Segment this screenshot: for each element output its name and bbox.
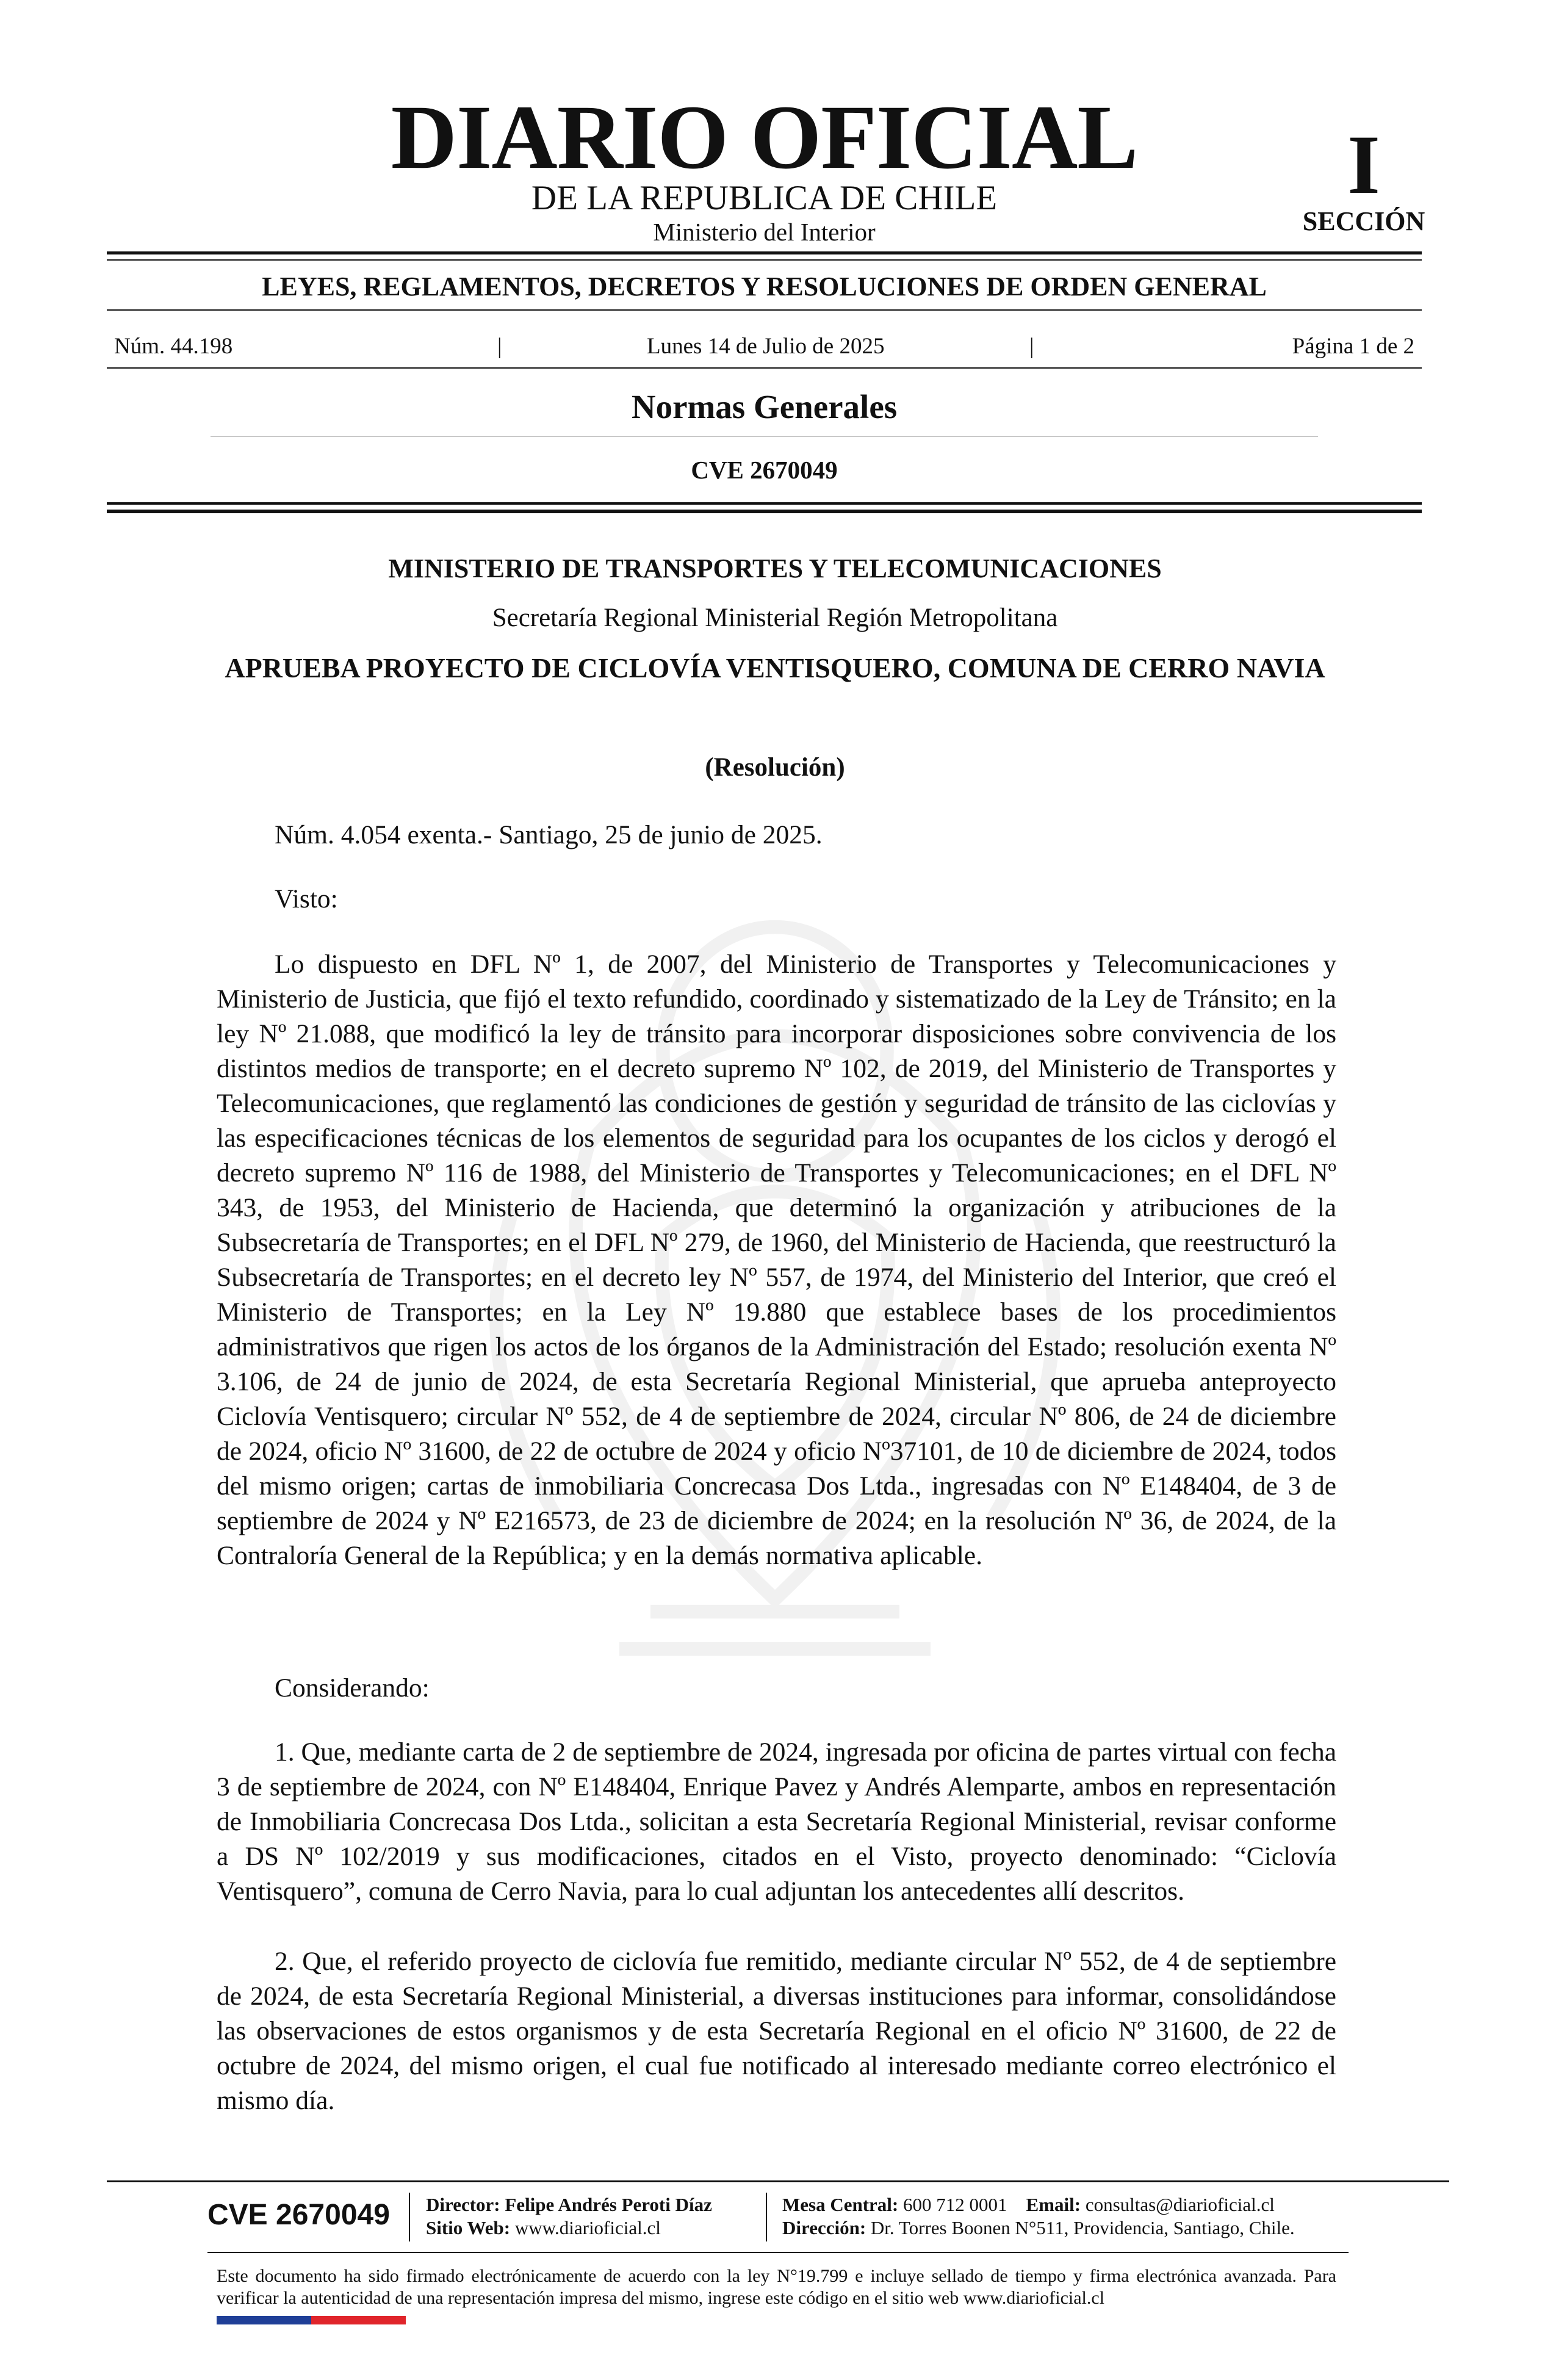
section-number: I xyxy=(1347,118,1380,211)
site-link[interactable]: www.diarioficial.cl xyxy=(514,2217,661,2238)
section-indicator xyxy=(1297,118,1431,244)
considerando-paragraph: 2. Que, el referido proyecto de ciclovía fue remitido, mediante circular Nº 552, de 4 de septiembre de 2024, de esta Secretaría Regional Ministerial, a diversas instituciones para informar, consolidándose las observaciones de estos organismos y de esta Secretaría Regional en el oficio Nº 31600, de 22 de octubre de 2024, del mismo origen, el cual fue notificado al interesado mediante correo electrónico el mismo día. xyxy=(217,1947,1336,2115)
director-name: Felipe Andrés Peroti Díaz xyxy=(505,2194,712,2215)
flag-stripe-blue xyxy=(217,2316,311,2324)
email-link[interactable]: consultas@diarioficial.cl xyxy=(1085,2194,1275,2215)
issue-number: Núm. 44.198 xyxy=(114,334,233,359)
divider xyxy=(107,309,1422,311)
divider xyxy=(107,510,1422,513)
document-type: (Resolución) xyxy=(705,753,845,782)
divider xyxy=(107,502,1422,505)
considerando-paragraph: 1. Que, mediante carta de 2 de septiembre de 2024, ingresada por oficina de partes virtual con fecha 3 de septiembre de 2024, con Nº E148404, Enrique Pavez y Andrés Alemparte, ambos en representación de Inmobiliaria Concrecasa Dos Ltda., solicitan a esta Secretaría Regional Ministerial, revisar conforme a DS Nº 102/2019 y sus modificaciones, citados en el Visto, proyecto denominado: “Ciclovía Ventisquero”, comuna de Cerro Navia, para lo cual adjuntan los antecedentes allí descritos. xyxy=(217,1737,1336,1906)
issue-info-bar xyxy=(107,328,1422,365)
issue-date: Lunes 14 de Julio de 2025 xyxy=(647,334,885,359)
section-label: SECCIÓN xyxy=(1302,206,1425,236)
footer-cve-code: CVE 2670049 xyxy=(207,2199,390,2231)
email-label: Email: xyxy=(1026,2194,1081,2215)
category-banner: LEYES, REGLAMENTOS, DECRETOS Y RESOLUCIONES DE ORDEN GENERAL xyxy=(262,272,1267,301)
masthead xyxy=(107,87,1422,246)
resolution-number: Núm. 4.054 exenta.- Santiago, 25 de junio de 2025. xyxy=(275,820,823,849)
document-title: APRUEBA PROYECTO DE CICLOVÍA VENTISQUERO, COMUNA DE CERRO NAVIA xyxy=(225,652,1325,683)
footer-director-block xyxy=(426,2193,712,2240)
footer-divider xyxy=(107,2180,1449,2182)
cve-code: CVE 2670049 xyxy=(691,456,838,484)
divider xyxy=(107,251,1422,254)
divider xyxy=(107,367,1422,369)
address-text: Dr. Torres Boonen N°511, Providencia, Santiago, Chile. xyxy=(870,2217,1295,2238)
flag-stripe-red xyxy=(311,2316,406,2324)
considerando-label: Considerando: xyxy=(275,1673,430,1703)
footer-contact-block xyxy=(782,2193,1295,2240)
footer-divider xyxy=(207,2252,1349,2253)
phone-number: 600 712 0001 xyxy=(903,2194,1007,2215)
footer-separator xyxy=(766,2193,767,2241)
page-indicator: Página 1 de 2 xyxy=(1292,334,1414,359)
address-label: Dirección: xyxy=(782,2217,866,2238)
director-label: Director: xyxy=(426,2194,500,2215)
newspaper-title: DIARIO OFICIAL xyxy=(391,87,1138,188)
document-office: Secretaría Regional Ministerial Región Metropolitana xyxy=(492,604,1058,632)
footer-separator xyxy=(409,2193,410,2241)
separator: | xyxy=(497,334,502,359)
document-ministry: MINISTERIO DE TRANSPORTES Y TELECOMUNICACIONES xyxy=(388,554,1162,583)
divider xyxy=(211,436,1318,437)
site-label: Sitio Web: xyxy=(426,2217,511,2238)
publisher-ministry: Ministerio del Interior xyxy=(653,218,876,246)
section-heading: Normas Generales xyxy=(631,388,898,425)
divider xyxy=(107,259,1422,261)
phone-label: Mesa Central: xyxy=(782,2194,899,2215)
footer-legal-note: Este documento ha sido firmado electrónicamente de acuerdo con la ley N°19.799 e incluye sellado de tiempo y firma electrónica avanzada. Para verificar la autenticidad de una representación impresa del mismo, ingrese este código en el sitio web www.diarioficial.cl xyxy=(217,2266,1336,2308)
visto-label: Visto: xyxy=(275,884,338,914)
visto-paragraph: Lo dispuesto en DFL Nº 1, de 2007, del Ministerio de Transportes y Telecomunicaciones y Ministerio de Justicia, que fijó el texto refundido, coordinado y sistematizado de la Ley de Tránsito; en la ley Nº 21.088, que modificó la ley de tránsito para incorporar disposiciones sobre convivencia de los distintos medios de transporte; en el decreto supremo Nº 102, de 2019, del Ministerio de Transportes y Telecomunicaciones, que reglamentó las condiciones de gestión y seguridad de tránsito de las ciclovías y las especificaciones técnicas de los elementos de seguridad para los ocupantes de los ciclos y derogó el decreto supremo Nº 116 de 1988, del Ministerio de Transportes y Telecomunicaciones; en el DFL Nº 343, de 1953, del Ministerio de Hacienda, que determinó la organización y atribuciones de la Subsecretaría de Transportes; en el DFL Nº 279, de 1960, del Ministerio de Hacienda, que reestructuró la Subsecretaría de Transportes; en el decreto ley Nº 557, de 1974, del Ministerio del Interior, que creó el Ministerio de Transportes; en la Ley Nº 19.880 que establece bases de los procedimientos administrativos que rigen los actos de los órganos de la Administración del Estado; resolución exenta Nº 3.106, de 24 de junio de 2024, de esta Secretaría Regional Ministerial, que aprueba anteproyecto Ciclovía Ventisquero; circular Nº 552, de 4 de septiembre de 2024, circular Nº 806, de 24 de diciembre de 2024, oficio Nº 31600, de 22 de octubre de 2024 y oficio Nº37101, de 10 de diciembre de 2024, todos del mismo origen; cartas de inmobiliaria Concrecasa Dos Ltda., ingresadas con Nº E148404, de 3 de septiembre de 2024 y Nº E216573, de 23 de diciembre de 2024; en la resolución Nº 36, de 2024, de la Contraloría General de la República; y en la demás normativa aplicable. xyxy=(217,950,1336,1570)
separator: | xyxy=(1029,334,1034,359)
newspaper-subtitle: DE LA REPUBLICA DE CHILE xyxy=(531,179,998,217)
